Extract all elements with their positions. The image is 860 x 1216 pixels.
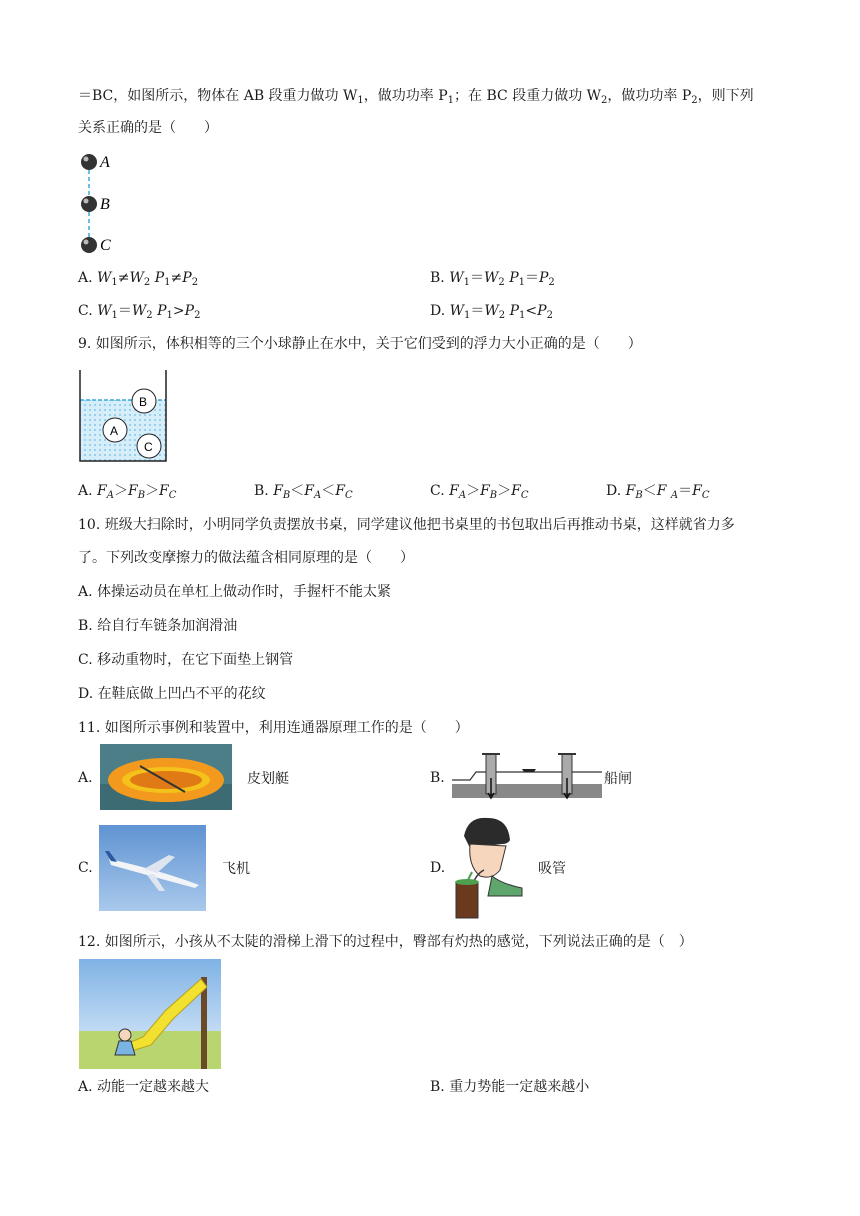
q9-water-tank-figure (78, 368, 170, 464)
q11-option-a-letter[interactable]: A. (78, 770, 93, 786)
q12-option-a[interactable]: A. 动能一定越来越大 (78, 1079, 210, 1095)
q8-option-d[interactable]: D. $W_1=W_2$ $P_1<P_2$ (430, 303, 553, 321)
child-figure (119, 1029, 131, 1041)
ball-a-marker (81, 154, 97, 170)
q8-option-b[interactable]: B. $W_1=W_2$ $P_1=P_2$ (430, 270, 555, 288)
q12-option-b[interactable]: B. 重力势能一定越来越小 (430, 1079, 590, 1095)
q9-option-c[interactable]: C. $F_A>F_B>F_C$ (430, 483, 529, 501)
q10-stem-line2: 了。下列改变摩擦力的做法蕴含相同原理的是（ ） (78, 550, 414, 566)
label-c: C (100, 237, 111, 254)
q11-option-c-caption: 飞机 (222, 861, 250, 877)
svg-text:C: C (144, 440, 153, 454)
q11-option-c-letter[interactable]: C. (78, 860, 93, 876)
label-b: B (100, 196, 110, 213)
q11-stem: 11. 如图所示事例和装置中，利用连通器原理工作的是（ ） (78, 720, 469, 736)
q10-option-c[interactable]: C. 移动重物时，在它下面垫上钢管 (78, 652, 294, 668)
q8-option-a[interactable]: A. $W_1\ne W_2$ $P_1\ne P_2$ (78, 270, 199, 288)
q11-airplane-image (99, 825, 206, 911)
ball-b-marker (81, 196, 97, 212)
q8-stem-line2: 关系正确的是（ ） (78, 120, 218, 136)
q8-option-c[interactable]: C. $W_1=W_2$ $P_1>P_2$ (78, 303, 201, 321)
q11-straw-drink-image (450, 814, 524, 922)
q9-option-a[interactable]: A. $F_A>F_B>F_C$ (78, 483, 177, 501)
q11-option-a-caption: 皮划艇 (247, 771, 289, 787)
q11-raft-image (100, 744, 232, 810)
q10-option-b[interactable]: B. 给自行车链条加润滑油 (78, 618, 238, 634)
q11-ship-lock-image (452, 748, 602, 802)
q9-option-d[interactable]: D. $F_B<F$ $_A=F_C$ (606, 483, 710, 501)
svg-text:A: A (110, 424, 119, 438)
q12-stem: 12. 如图所示，小孩从不太陡的滑梯上滑下的过程中，臀部有灼热的感觉，下列说法正确的是（ ） (78, 934, 693, 950)
q10-option-d[interactable]: D. 在鞋底做上凹凸不平的花纹 (78, 686, 266, 702)
q11-option-b-caption: 船闸 (604, 771, 632, 787)
q12-slide-image (79, 959, 221, 1069)
q11-option-b-letter[interactable]: B. (430, 770, 445, 786)
q8-stem-line1: ＝BC，如图所示，物体在 AB 段重力做功 $W_1$，做功功率 $P_1$；在 BC 段重力做功 $W_2$，做功功率 $P_2$，则下列 (78, 88, 754, 106)
q11-option-d-caption: 吸管 (538, 861, 566, 877)
label-a: A (100, 154, 110, 171)
svg-text:B: B (139, 395, 148, 409)
ball-c-marker (81, 237, 97, 253)
q11-option-d-letter[interactable]: D. (430, 860, 446, 876)
q10-stem-line1: 10. 班级大扫除时，小明同学负责摆放书桌，同学建议他把书桌里的书包取出后再推动书桌，这样就省力多 (78, 517, 735, 533)
q8-falling-ball-figure (78, 148, 138, 258)
q9-option-b[interactable]: B. $F_B<F_A<F_C$ (254, 483, 353, 501)
q10-option-a[interactable]: A. 体操运动员在单杠上做动作时，手握杆不能太紧 (78, 584, 392, 600)
q9-stem: 9. 如图所示，体积相等的三个小球静止在水中，关于它们受到的浮力大小正确的是（ ） (78, 336, 642, 352)
